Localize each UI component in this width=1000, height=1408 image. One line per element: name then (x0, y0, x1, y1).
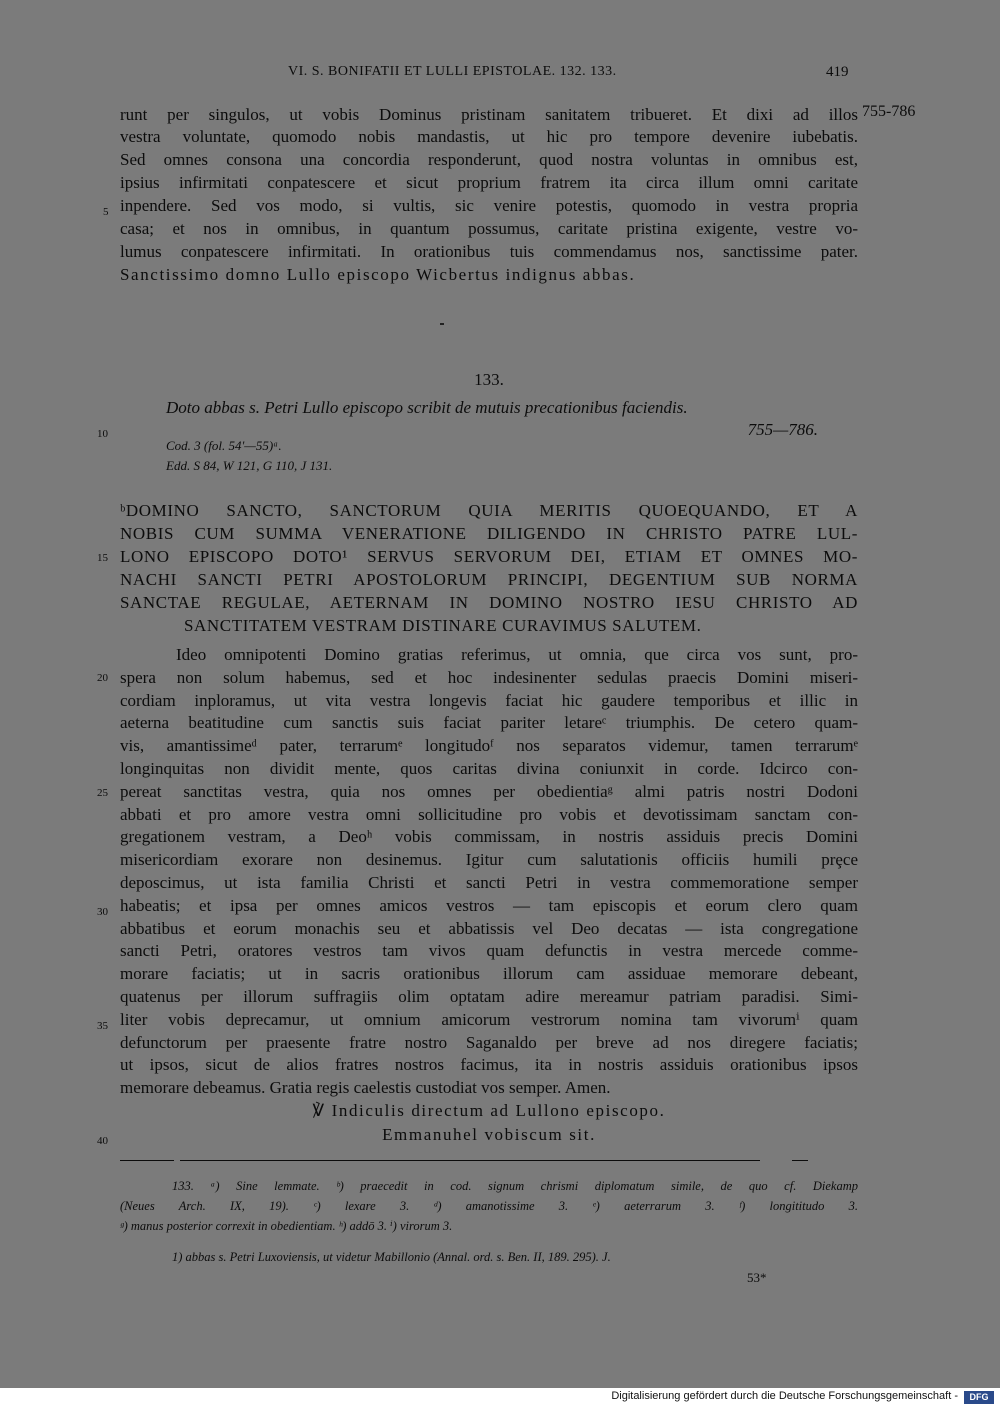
text-line: morare faciatis; ut in sacris orationibus illorum cam assiduae memorare debeant, (120, 964, 858, 984)
running-head (0, 64, 1000, 86)
critical-apparatus (120, 1176, 858, 1246)
text-line: pereat sanctitas vestra, quia nos omnes per obedientiaᵍ almi patris nostri Dodoni (120, 781, 858, 801)
explanatory-note: 1) abbas s. Petri Luxoviensis, ut videtur Mabillonio (Annal. ord. s. Ben. II, 189. 295). J. (172, 1250, 611, 1264)
text-line: ipsius infirmitati conpatescere et sicut proprium fratrem ita circa illum omni caritate (120, 173, 858, 192)
margin-line-number: 10 (97, 428, 108, 440)
letter-133-body (120, 644, 858, 1104)
margin-line-number: 30 (97, 906, 108, 918)
margin-line-number: 35 (97, 1020, 108, 1032)
text-line: deposcimus, ut ista familia Christi et sancti Petri in vestra commemoratione semper (120, 873, 858, 892)
letter-date: 755—786. (747, 420, 818, 439)
text-line: sancti Petri, oratores vestros tam vivos quam defunctis in vestra mercede comme- (120, 941, 858, 961)
footnote-rule (792, 1160, 808, 1161)
margin-line-number: 25 (97, 787, 108, 799)
text-line: abbati et pro amore vestra omni sollicitudine pro vobis et devotissimam sanctam con- (120, 804, 858, 824)
text-line: gregationem vestram, a Deoʰ vobis commissam, in nostris assiduis precis Domini (120, 827, 858, 847)
margin-line-number: 5 (103, 206, 109, 218)
page-number: 419 (826, 64, 849, 80)
salutation-line: NOBIS CUM SUMMA VENERATIONE DILIGENDO IN CHRISTO PATRE LUL- (120, 524, 858, 543)
footnote-rule (120, 1160, 174, 1161)
footnote-rule (180, 1160, 760, 1161)
running-title: VI. S. BONIFATII ET LULLI EPISTOLAE. 132. 133. (288, 64, 617, 79)
margin-line-number: 40 (97, 1135, 108, 1147)
text-line: defunctorum per praesente fratre nostro Saganaldo per breve ad nos diregere faciatis; (120, 1032, 858, 1052)
text-line: spera non solum habemus, sed et hoc indesinenter sedulas praecis Domini miseri- (120, 667, 858, 687)
text-line: inpendere. Sed vos modo, si vultis, sic venire potestis, quomodo in vestra propria (120, 196, 858, 215)
salutation-line: SANCTAE REGULAE, AETERNAM IN DOMINO NOSTRO IESU CHRISTO AD (120, 593, 858, 612)
salutation-line: SANCTITATEM VESTRAM DISTINARE CURAVIMUS SALUTEM. (184, 616, 702, 635)
text-line: Ideo omnipotenti Domino gratias referimus, ut omnia, que circa vos sunt, pro- (176, 645, 858, 664)
text-line: longinquitas non dividit mente, quos caritas divina coniunxit in corde. Idcirco con- (120, 759, 858, 778)
text-line: lumus conpatescere infirmitati. In orationibus tuis commendamus nos, sanctissime pater. (120, 242, 858, 261)
text-line: liter vobis deprecamur, ut omnium amicorum vestrorum nomina tam vivorumⁱ quam (120, 1009, 858, 1029)
footnote-line: 133. ᵃ) Sine lemmate. ᵇ) praecedit in cod. signum chrismi diplomatum simile, de quo cf. Diekamp (172, 1179, 858, 1193)
text-line: aeterna beatitudine cum sanctis suis faciat pariter letareᶜ triumphis. De cetero quam- (120, 713, 858, 733)
letter-132-closing: Sanctissimo domno Lullo episcopo Wicbertus indignus abbas. (120, 265, 636, 284)
digitization-footer (0, 1388, 1000, 1408)
footnote-line: (Neues Arch. IX, 19). ᶜ) lexare 3. ᵈ) amanotissime 3. ᵉ) aeterrarum 3. ᶠ) longititudo 3. (120, 1199, 858, 1213)
text-line: memorare debeamus. Gratia regis caelestis custodiat vos semper. Amen. (120, 1078, 611, 1098)
text-line: misericordiam exorare non desinemus. Igitur cum salutationis officiis humili prȩce (120, 850, 858, 870)
salutation-line: NACHI SANCTI PETRI APOSTOLORUM PRINCIPI, DEGENTIUM SUB NORMA (120, 570, 858, 589)
letter-132-text (120, 104, 858, 284)
scan-speck (440, 323, 444, 325)
letter-number: 133. (474, 370, 504, 389)
text-line: ut ipsos, sicut de alios fratres nostros facimus, ita in nostris assiduis orationibus ipsos (120, 1055, 858, 1075)
text-line: quatenus per illorum suffragiis olim optatam adire mereamur patriam paradisi. Simi- (120, 987, 858, 1006)
text-line: cordiam inploramus, ut vita vestra longevis faciat hic gaudere temporibus et illic in (120, 690, 858, 710)
text-line: abbatibus et eorum monachis seu et abbatissis vel Deo decatas — ista congregatione (120, 918, 858, 938)
salutation (120, 500, 858, 640)
editions-reference: Edd. S 84, W 121, G 110, J 131. (166, 458, 333, 473)
margin-date: 755-786 (862, 103, 916, 120)
salutation-line: LONO EPISCOPO DOTO¹ SERVUS SERVORUM DEI, ETIAM ET OMNES MO- (120, 547, 858, 566)
closing-benediction: Emmanuhel vobiscum sit. (382, 1125, 596, 1144)
codex-reference: Cod. 3 (fol. 54'—55)ᵃ. (166, 438, 282, 453)
letter-summary: Doto abbas s. Petri Lullo episcopo scribit de mutuis precationibus faciendis. (166, 398, 688, 417)
funding-note: Digitalisierung gefördert durch die Deutsche Forschungsgemeinschaft - (611, 1390, 958, 1402)
closing-indiculus: ℣ Indiculis directum ad Lullono episcopo. (312, 1101, 666, 1120)
letter-133-heading (120, 370, 858, 480)
text-line: casa; et nos in omnibus, in quantum possumus, caritate pristina exigente, vestre vo- (120, 219, 858, 238)
margin-line-number: 15 (97, 552, 108, 564)
margin-line-number: 20 (97, 672, 108, 684)
text-line: habeatis; et ipsa per omnes amicos vestros — tam episcopis et eorum clero quam (120, 895, 858, 915)
footnote-line: ᵍ) manus posterior correxit in obedientiam. ʰ) addō 3. ⁱ) virorum 3. (120, 1219, 453, 1233)
dfg-logo[interactable]: DFG (964, 1391, 994, 1404)
text-line: vis, amantissimeᵈ pater, terrarumᵉ longitudoᶠ nos separatos videmur, tamen terrarumᵉ (120, 736, 858, 756)
text-line: vestra voluntate, quomodo nobis mandastis, ut hic pro tempore devenire iubebatis. (120, 127, 858, 146)
text-line: runt per singulos, ut vobis Dominus pristinam sanitatem tribueret. Et dixi ad illos (120, 105, 858, 124)
signature-mark: 53* (747, 1270, 767, 1285)
salutation-line: ᵇDOMINO SANCTO, SANCTORUM QUIA MERITIS QUOEQUANDO, ET A (120, 501, 858, 520)
text-line: Sed omnes consona una concordia responderunt, quod nostra voluntas in omnibus est, (120, 150, 858, 169)
